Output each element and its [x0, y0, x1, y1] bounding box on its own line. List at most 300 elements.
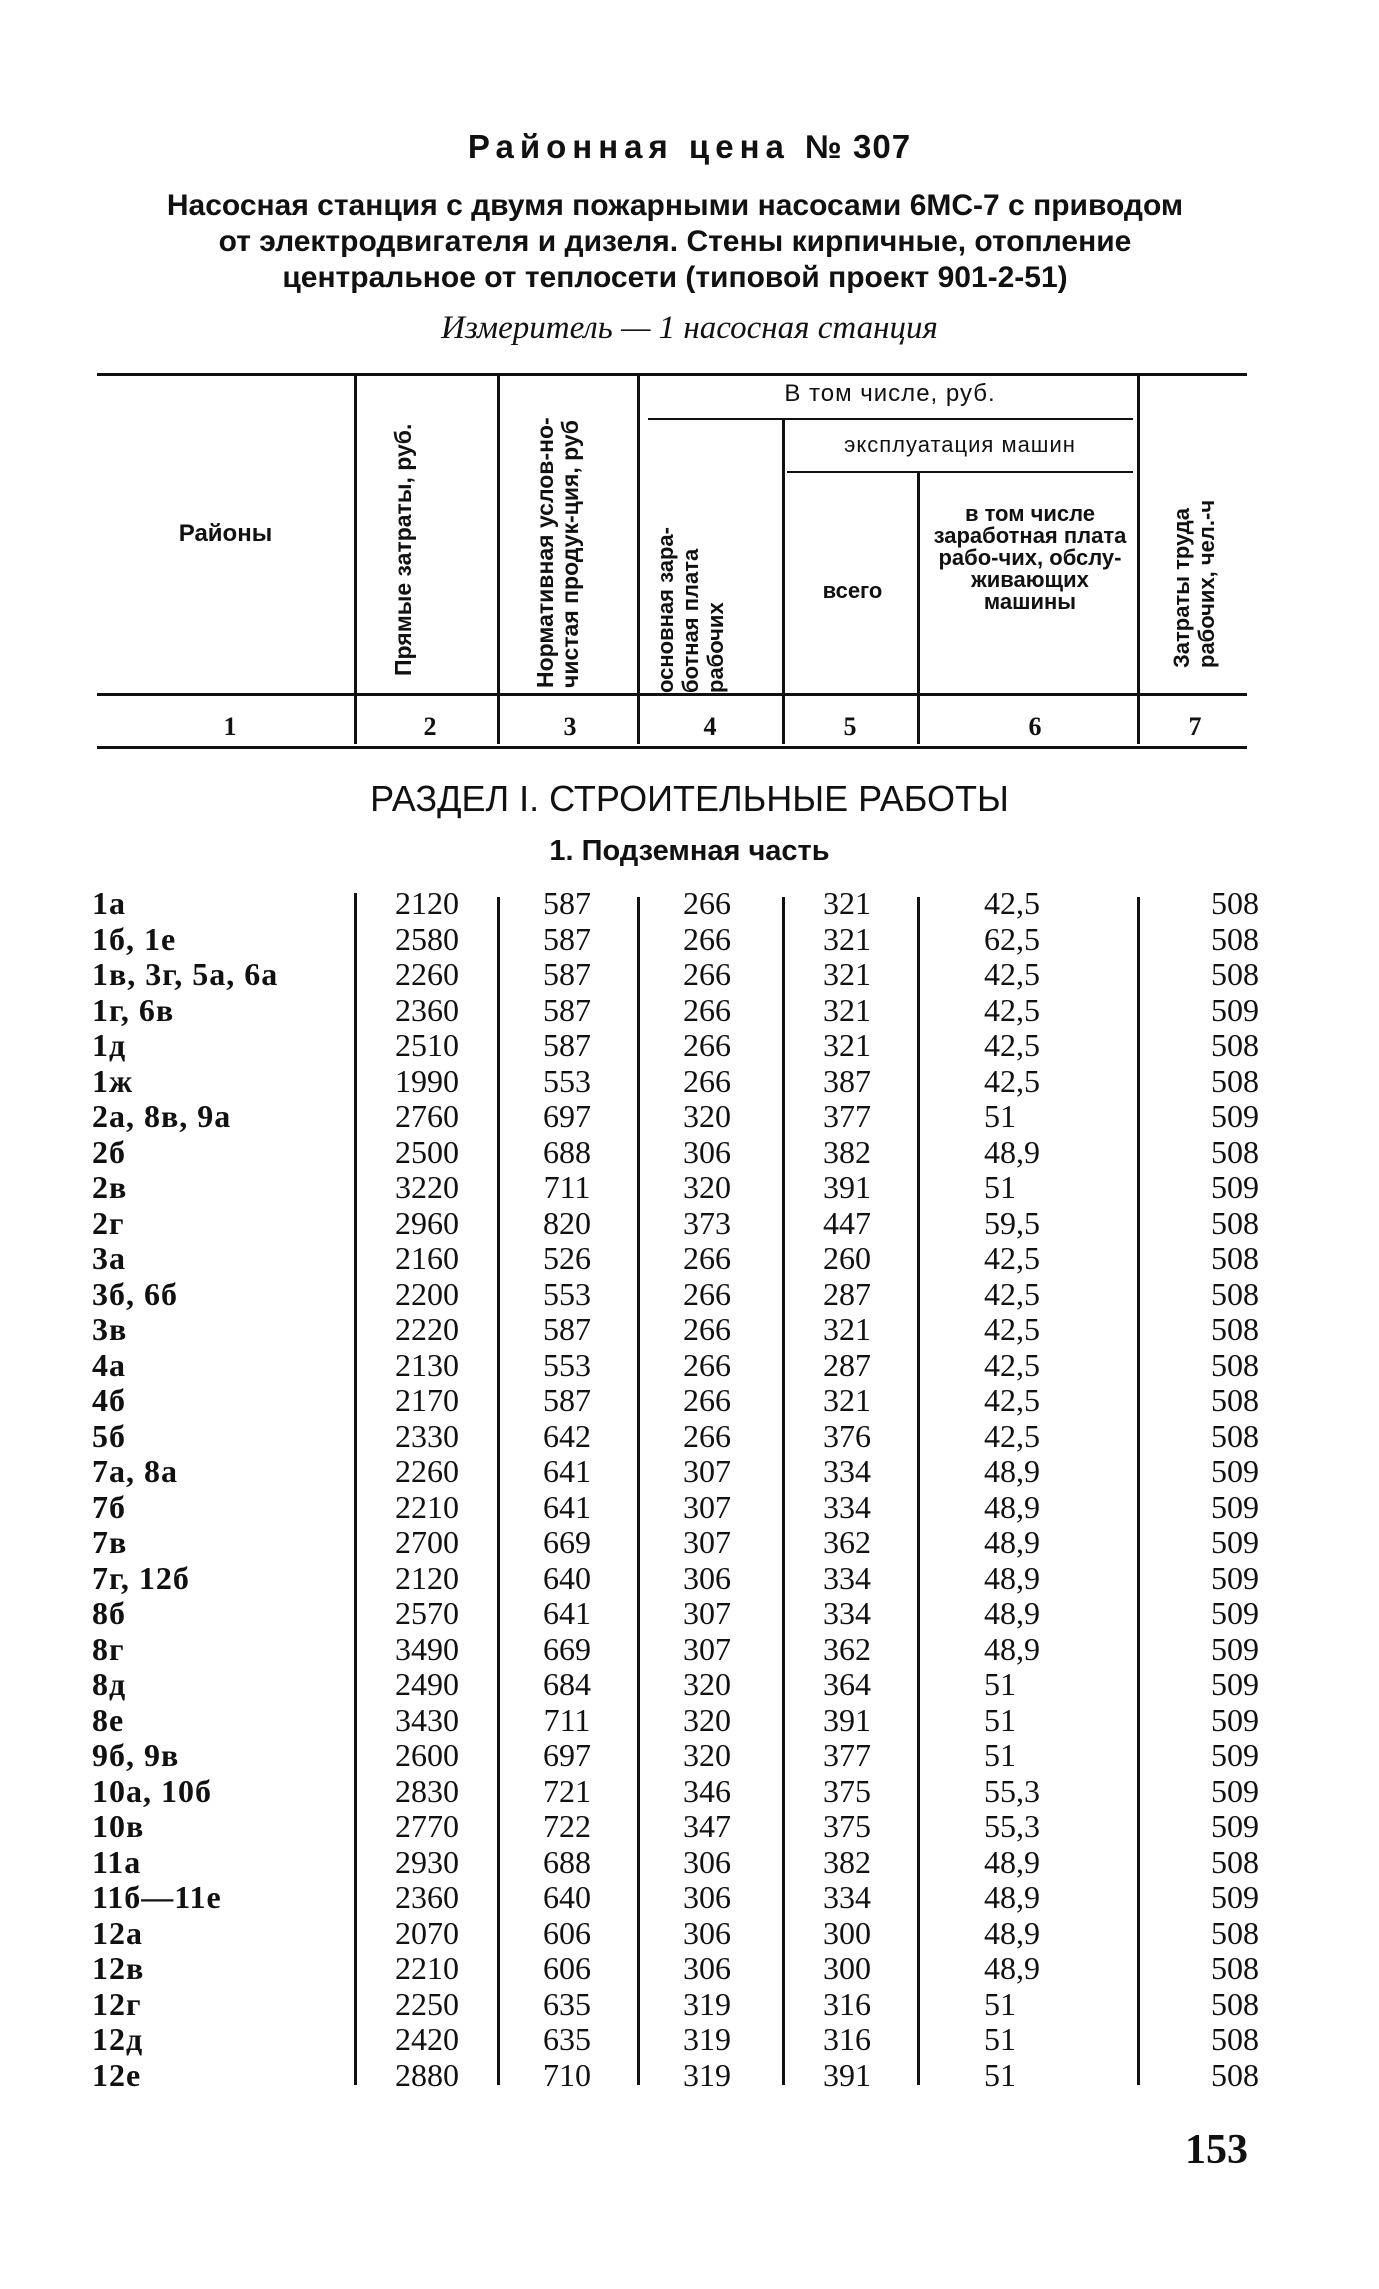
machine-wages-cell: 48,9: [984, 1559, 1040, 1596]
machine-wages-cell: 48,9: [984, 1488, 1040, 1525]
net-production-cell: 587: [543, 920, 591, 957]
labor-cell: 508: [1211, 1027, 1259, 1063]
base-wages-cell: 320: [683, 1666, 731, 1702]
region-cell: 5б: [92, 1417, 126, 1454]
title-text: Районная цена: [467, 128, 790, 165]
direct-costs-cell: 1990: [395, 1062, 459, 1099]
labor-cell: 509: [1211, 1169, 1259, 1205]
region-cell: 4а: [92, 1346, 126, 1383]
labor-cell: 508: [1211, 920, 1259, 957]
labor-cell: 508: [1211, 1346, 1259, 1383]
base-wages-cell: 266: [683, 885, 731, 921]
machine-wages-cell: 42,5: [984, 1240, 1040, 1276]
table-row: [92, 1206, 1262, 1241]
machine-wages-cell: 42,5: [984, 1062, 1040, 1099]
net-production-cell: 641: [543, 1595, 591, 1631]
base-wages-cell: 306: [683, 1879, 731, 1915]
base-wages-cell: 266: [683, 991, 731, 1028]
net-production-cell: 722: [543, 1808, 591, 1844]
direct-costs-cell: 2210: [395, 1488, 459, 1525]
subgroup-rule: [787, 471, 1133, 473]
machine-total-cell: 362: [823, 1630, 871, 1667]
net-production-cell: 640: [543, 1559, 591, 1596]
region-cell: 8г: [92, 1630, 125, 1667]
labor-cell: 509: [1211, 1772, 1259, 1809]
labor-cell: 509: [1211, 1559, 1259, 1596]
table-row: [92, 993, 1262, 1028]
base-wages-cell: 266: [683, 1382, 731, 1418]
table-row: [92, 1667, 1262, 1702]
net-production-cell: 642: [543, 1417, 591, 1454]
machine-wages-cell: 51: [984, 1985, 1016, 2022]
direct-costs-cell: 2250: [395, 1985, 459, 2022]
region-cell: 2а, 8в, 9а: [92, 1098, 232, 1134]
net-production-cell: 711: [543, 1169, 591, 1205]
direct-costs-cell: 2260: [395, 956, 459, 992]
machine-total-cell: 334: [823, 1559, 871, 1596]
table-row: [92, 1028, 1262, 1063]
net-production-cell: 587: [543, 991, 591, 1028]
region-cell: 7в: [92, 1524, 128, 1560]
column-number: 1: [223, 712, 237, 741]
machine-total-cell: 321: [823, 1027, 871, 1063]
net-production-cell: 697: [543, 1098, 591, 1134]
table-row: [92, 1809, 1262, 1844]
column-number: 7: [1188, 712, 1202, 741]
machine-total-cell: 375: [823, 1772, 871, 1809]
column-divider: [497, 376, 500, 744]
machine-wages-cell: 42,5: [984, 1311, 1040, 1347]
labor-cell: 508: [1211, 1133, 1259, 1170]
machine-wages-cell: 48,9: [984, 1879, 1040, 1915]
machine-total-cell: 321: [823, 920, 871, 957]
base-wages-cell: 320: [683, 1098, 731, 1134]
machine-wages-cell: 48,9: [984, 1524, 1040, 1560]
direct-costs-cell: 2420: [395, 2021, 459, 2057]
region-cell: 4б: [92, 1382, 126, 1418]
table-row: [92, 1170, 1262, 1205]
header-net-production: Нормативная услов-но-чистая продук-ция, руб: [532, 417, 583, 688]
base-wages-cell: 266: [683, 1240, 731, 1276]
table-row: [92, 2058, 1262, 2093]
labor-cell: 508: [1211, 1204, 1259, 1241]
base-wages-cell: 266: [683, 1417, 731, 1454]
machine-wages-cell: 48,9: [984, 1133, 1040, 1170]
labor-cell: 509: [1211, 991, 1259, 1028]
machine-wages-cell: 42,5: [984, 1027, 1040, 1063]
machine-total-cell: 377: [823, 1737, 871, 1773]
net-production-cell: 587: [543, 1382, 591, 1418]
direct-costs-cell: 3220: [395, 1169, 459, 1205]
direct-costs-cell: 2170: [395, 1382, 459, 1418]
machine-total-cell: 391: [823, 1701, 871, 1738]
subtitle-line: от электродвигателя и дизеля. Стены кирпичные, отопление: [218, 225, 1132, 258]
base-wages-cell: 306: [683, 1843, 731, 1880]
net-production-cell: 587: [543, 885, 591, 921]
labor-cell: 508: [1211, 1062, 1259, 1099]
direct-costs-cell: 2500: [395, 1133, 459, 1170]
direct-costs-cell: 2830: [395, 1772, 459, 1809]
base-wages-cell: 319: [683, 2021, 731, 2057]
page-title: [0, 128, 1379, 166]
region-cell: 3б, 6б: [92, 1275, 178, 1312]
labor-cell: 508: [1211, 1843, 1259, 1880]
base-wages-cell: 266: [683, 1346, 731, 1383]
machine-wages-cell: 42,5: [984, 1417, 1040, 1454]
net-production-cell: 635: [543, 2021, 591, 2057]
machine-wages-cell: 55,3: [984, 1772, 1040, 1809]
direct-costs-cell: 2600: [395, 1737, 459, 1773]
machine-total-cell: 364: [823, 1666, 871, 1702]
machine-wages-cell: 51: [984, 2021, 1016, 2057]
machine-wages-cell: 62,5: [984, 920, 1040, 957]
machine-total-cell: 376: [823, 1417, 871, 1454]
machine-wages-cell: 48,9: [984, 1595, 1040, 1631]
net-production-cell: 587: [543, 1027, 591, 1063]
base-wages-cell: 320: [683, 1737, 731, 1773]
direct-costs-cell: 2360: [395, 1879, 459, 1915]
table-row: [92, 1348, 1262, 1383]
labor-cell: 508: [1211, 1914, 1259, 1951]
column-divider: [637, 376, 640, 744]
column-number: 3: [563, 712, 577, 741]
title-number: № 307: [805, 128, 912, 165]
machine-wages-cell: 48,9: [984, 1950, 1040, 1986]
header-total: всего: [822, 578, 883, 603]
region-cell: 1ж: [92, 1062, 134, 1099]
direct-costs-cell: 3490: [395, 1630, 459, 1667]
machine-total-cell: 391: [823, 2056, 871, 2093]
net-production-cell: 688: [543, 1843, 591, 1880]
region-cell: 12а: [92, 1914, 143, 1951]
table-row: [92, 1951, 1262, 1986]
machine-total-cell: 321: [823, 991, 871, 1028]
header-base-wages: основная зара-ботная плата рабочих: [653, 527, 728, 693]
machine-wages-cell: 59,5: [984, 1204, 1040, 1241]
column-divider: [917, 473, 920, 744]
machine-wages-cell: 51: [984, 2056, 1016, 2093]
subsection-title: 1. Подземная часть: [549, 835, 830, 867]
table-row: [92, 1561, 1262, 1596]
direct-costs-cell: 2770: [395, 1808, 459, 1844]
base-wages-cell: 306: [683, 1559, 731, 1596]
region-cell: 7а, 8а: [92, 1453, 178, 1489]
table-top-rule: [97, 373, 1247, 376]
base-wages-cell: 306: [683, 1914, 731, 1951]
machine-wages-cell: 42,5: [984, 1275, 1040, 1312]
colnum-bottom-rule: [97, 746, 1247, 749]
table-row: [92, 922, 1262, 957]
region-cell: 10а, 10б: [92, 1772, 212, 1809]
machine-total-cell: 334: [823, 1488, 871, 1525]
labor-cell: 508: [1211, 885, 1259, 921]
base-wages-cell: 320: [683, 1169, 731, 1205]
base-wages-cell: 306: [683, 1133, 731, 1170]
direct-costs-cell: 2120: [395, 885, 459, 921]
machine-wages-cell: 51: [984, 1169, 1016, 1205]
machine-total-cell: 321: [823, 1311, 871, 1347]
base-wages-cell: 373: [683, 1204, 731, 1241]
table-row: [92, 1277, 1262, 1312]
machine-wages-cell: 51: [984, 1098, 1016, 1134]
labor-cell: 508: [1211, 1311, 1259, 1347]
base-wages-cell: 266: [683, 1062, 731, 1099]
net-production-cell: 669: [543, 1630, 591, 1667]
labor-cell: 509: [1211, 1453, 1259, 1489]
table-row: [92, 1135, 1262, 1170]
base-wages-cell: 307: [683, 1453, 731, 1489]
measure-unit: Измеритель — 1 насосная станция: [441, 310, 938, 346]
net-production-cell: 587: [543, 956, 591, 992]
labor-cell: 509: [1211, 1701, 1259, 1738]
labor-cell: 508: [1211, 1240, 1259, 1276]
base-wages-cell: 319: [683, 2056, 731, 2093]
table-row: [92, 1383, 1262, 1418]
table-row: [92, 1490, 1262, 1525]
machine-wages-cell: 42,5: [984, 956, 1040, 992]
base-wages-cell: 347: [683, 1808, 731, 1844]
direct-costs-cell: 3430: [395, 1701, 459, 1738]
labor-cell: 509: [1211, 1524, 1259, 1560]
machine-total-cell: 334: [823, 1453, 871, 1489]
table-row: [92, 1099, 1262, 1134]
region-cell: 1в, 3г, 5а, 6а: [92, 956, 279, 992]
region-cell: 1а: [92, 885, 126, 921]
labor-cell: 509: [1211, 1666, 1259, 1702]
region-cell: 11а: [92, 1843, 142, 1880]
machine-total-cell: 391: [823, 1169, 871, 1205]
net-production-cell: 820: [543, 1204, 591, 1241]
region-cell: 12е: [92, 2056, 142, 2093]
labor-cell: 509: [1211, 1630, 1259, 1667]
machine-total-cell: 382: [823, 1133, 871, 1170]
labor-cell: 509: [1211, 1098, 1259, 1134]
labor-cell: 508: [1211, 2021, 1259, 2057]
region-cell: 1д: [92, 1027, 127, 1063]
table-row: [92, 1596, 1262, 1631]
labor-cell: 508: [1211, 956, 1259, 992]
subtitle-line: центральное от теплосети (типовой проект 901-2-51): [282, 261, 1068, 294]
machine-wages-cell: 42,5: [984, 1382, 1040, 1418]
machine-total-cell: 362: [823, 1524, 871, 1560]
base-wages-cell: 346: [683, 1772, 731, 1809]
machine-total-cell: 447: [823, 1204, 871, 1241]
direct-costs-cell: 2930: [395, 1843, 459, 1880]
table-row: [92, 1916, 1262, 1951]
direct-costs-cell: 2070: [395, 1914, 459, 1951]
region-cell: 12г: [92, 1985, 142, 2022]
column-divider: [354, 376, 357, 744]
direct-costs-cell: 2880: [395, 2056, 459, 2093]
region-cell: 2б: [92, 1133, 126, 1170]
machine-total-cell: 316: [823, 2021, 871, 2057]
net-production-cell: 711: [543, 1701, 591, 1738]
net-production-cell: 640: [543, 1879, 591, 1915]
table-row: [92, 1525, 1262, 1560]
labor-cell: 508: [1211, 1275, 1259, 1312]
machine-total-cell: 260: [823, 1240, 871, 1276]
column-number: 2: [423, 712, 437, 741]
machine-total-cell: 334: [823, 1879, 871, 1915]
net-production-cell: 553: [543, 1346, 591, 1383]
direct-costs-cell: 2960: [395, 1204, 459, 1241]
machine-total-cell: 300: [823, 1950, 871, 1986]
region-cell: 12в: [92, 1950, 145, 1986]
direct-costs-cell: 2570: [395, 1595, 459, 1631]
machine-total-cell: 300: [823, 1914, 871, 1951]
labor-cell: 509: [1211, 1595, 1259, 1631]
page-number: 153: [1185, 2127, 1248, 2173]
direct-costs-cell: 2260: [395, 1453, 459, 1489]
labor-cell: 508: [1211, 1950, 1259, 1986]
labor-cell: 509: [1211, 1808, 1259, 1844]
direct-costs-cell: 2130: [395, 1346, 459, 1383]
region-cell: 2г: [92, 1204, 125, 1241]
region-cell: 12д: [92, 2021, 144, 2057]
machine-wages-cell: 42,5: [984, 1346, 1040, 1383]
table-row: [92, 1241, 1262, 1276]
machine-total-cell: 287: [823, 1346, 871, 1383]
machine-wages-cell: 51: [984, 1666, 1016, 1702]
net-production-cell: 669: [543, 1524, 591, 1560]
header-machine-operation: эксплуатация машин: [844, 432, 1076, 457]
table-row: [92, 957, 1262, 992]
base-wages-cell: 266: [683, 1027, 731, 1063]
net-production-cell: 587: [543, 1311, 591, 1347]
region-cell: 3в: [92, 1311, 128, 1347]
table-row: [92, 1987, 1262, 2022]
direct-costs-cell: 2700: [395, 1524, 459, 1560]
direct-costs-cell: 2220: [395, 1311, 459, 1347]
direct-costs-cell: 2580: [395, 920, 459, 957]
machine-total-cell: 321: [823, 885, 871, 921]
machine-total-cell: 321: [823, 956, 871, 992]
net-production-cell: 641: [543, 1453, 591, 1489]
region-cell: 8д: [92, 1666, 127, 1702]
direct-costs-cell: 2510: [395, 1027, 459, 1063]
machine-wages-cell: 42,5: [984, 991, 1040, 1028]
region-cell: 8б: [92, 1595, 126, 1631]
net-production-cell: 553: [543, 1062, 591, 1099]
net-production-cell: 688: [543, 1133, 591, 1170]
net-production-cell: 710: [543, 2056, 591, 2093]
labor-cell: 508: [1211, 1382, 1259, 1418]
machine-total-cell: 375: [823, 1808, 871, 1844]
machine-wages-cell: 48,9: [984, 1453, 1040, 1489]
base-wages-cell: 307: [683, 1630, 731, 1667]
table-row: [92, 1738, 1262, 1773]
base-wages-cell: 307: [683, 1524, 731, 1560]
table-row: [92, 1880, 1262, 1915]
machine-wages-cell: 42,5: [984, 885, 1040, 921]
machine-total-cell: 382: [823, 1843, 871, 1880]
direct-costs-cell: 2210: [395, 1950, 459, 1986]
base-wages-cell: 307: [683, 1488, 731, 1525]
table-row: [92, 1703, 1262, 1738]
column-number: 5: [843, 712, 857, 741]
direct-costs-cell: 2120: [395, 1559, 459, 1596]
net-production-cell: 553: [543, 1275, 591, 1312]
direct-costs-cell: 2200: [395, 1275, 459, 1312]
machine-wages-cell: 51: [984, 1737, 1016, 1773]
table-row: [92, 1774, 1262, 1809]
region-cell: 1б, 1е: [92, 920, 177, 957]
net-production-cell: 697: [543, 1737, 591, 1773]
header-regions: Районы: [178, 520, 273, 547]
machine-total-cell: 321: [823, 1382, 871, 1418]
base-wages-cell: 306: [683, 1950, 731, 1986]
net-production-cell: 635: [543, 1985, 591, 2022]
base-wages-cell: 266: [683, 920, 731, 957]
document-subtitle: [95, 188, 1255, 296]
table-row: [92, 1419, 1262, 1454]
column-number: 6: [1028, 712, 1042, 741]
machine-wages-cell: 51: [984, 1701, 1016, 1738]
direct-costs-cell: 2490: [395, 1666, 459, 1702]
region-cell: 8е: [92, 1701, 125, 1738]
column-number: 4: [703, 712, 717, 741]
labor-cell: 508: [1211, 1985, 1259, 2022]
labor-cell: 509: [1211, 1488, 1259, 1525]
base-wages-cell: 319: [683, 1985, 731, 2022]
machine-wages-cell: 48,9: [984, 1630, 1040, 1667]
base-wages-cell: 307: [683, 1595, 731, 1631]
machine-total-cell: 287: [823, 1275, 871, 1312]
table-row: [92, 1454, 1262, 1489]
machine-wages-cell: 55,3: [984, 1808, 1040, 1844]
region-cell: 10в: [92, 1808, 145, 1844]
labor-cell: 508: [1211, 1417, 1259, 1454]
subtitle-line: Насосная станция с двумя пожарными насосами 6МС-7 с приводом: [166, 189, 1184, 222]
direct-costs-cell: 2760: [395, 1098, 459, 1134]
direct-costs-cell: 2160: [395, 1240, 459, 1276]
header-machine-wages: в том числе заработная плата рабо-чих, обслу-живающих машины: [933, 501, 1127, 614]
machine-total-cell: 377: [823, 1098, 871, 1134]
direct-costs-cell: 2330: [395, 1417, 459, 1454]
region-cell: 2в: [92, 1169, 128, 1205]
net-production-cell: 684: [543, 1666, 591, 1702]
labor-cell: 508: [1211, 2056, 1259, 2093]
base-wages-cell: 266: [683, 1311, 731, 1347]
section-title: РАЗДЕЛ I. СТРОИТЕЛЬНЫЕ РАБОТЫ: [370, 778, 1009, 819]
labor-cell: 509: [1211, 1879, 1259, 1915]
header-labor-costs: Затраты труда рабочих, чел.-ч: [1169, 499, 1219, 668]
base-wages-cell: 266: [683, 1275, 731, 1312]
group-rule: [648, 418, 1133, 420]
machine-total-cell: 387: [823, 1062, 871, 1099]
region-cell: 3а: [92, 1240, 126, 1276]
region-cell: 9б, 9в: [92, 1737, 180, 1773]
column-divider: [1137, 376, 1140, 744]
region-cell: 11б—11е: [92, 1879, 222, 1915]
table-row: [92, 886, 1262, 921]
net-production-cell: 606: [543, 1950, 591, 1986]
table-row: [92, 1845, 1262, 1880]
header-bottom-rule: [97, 693, 1247, 696]
table-row: [92, 1312, 1262, 1347]
machine-total-cell: 316: [823, 1985, 871, 2022]
header-including-group: В том числе, руб.: [784, 380, 996, 407]
region-cell: 7б: [92, 1488, 126, 1525]
machine-total-cell: 334: [823, 1595, 871, 1631]
net-production-cell: 526: [543, 1240, 591, 1276]
table-row: [92, 2022, 1262, 2057]
machine-wages-cell: 48,9: [984, 1914, 1040, 1951]
table-row: [92, 1632, 1262, 1667]
labor-cell: 509: [1211, 1737, 1259, 1773]
region-cell: 7г, 12б: [92, 1559, 190, 1596]
base-wages-cell: 266: [683, 956, 731, 992]
